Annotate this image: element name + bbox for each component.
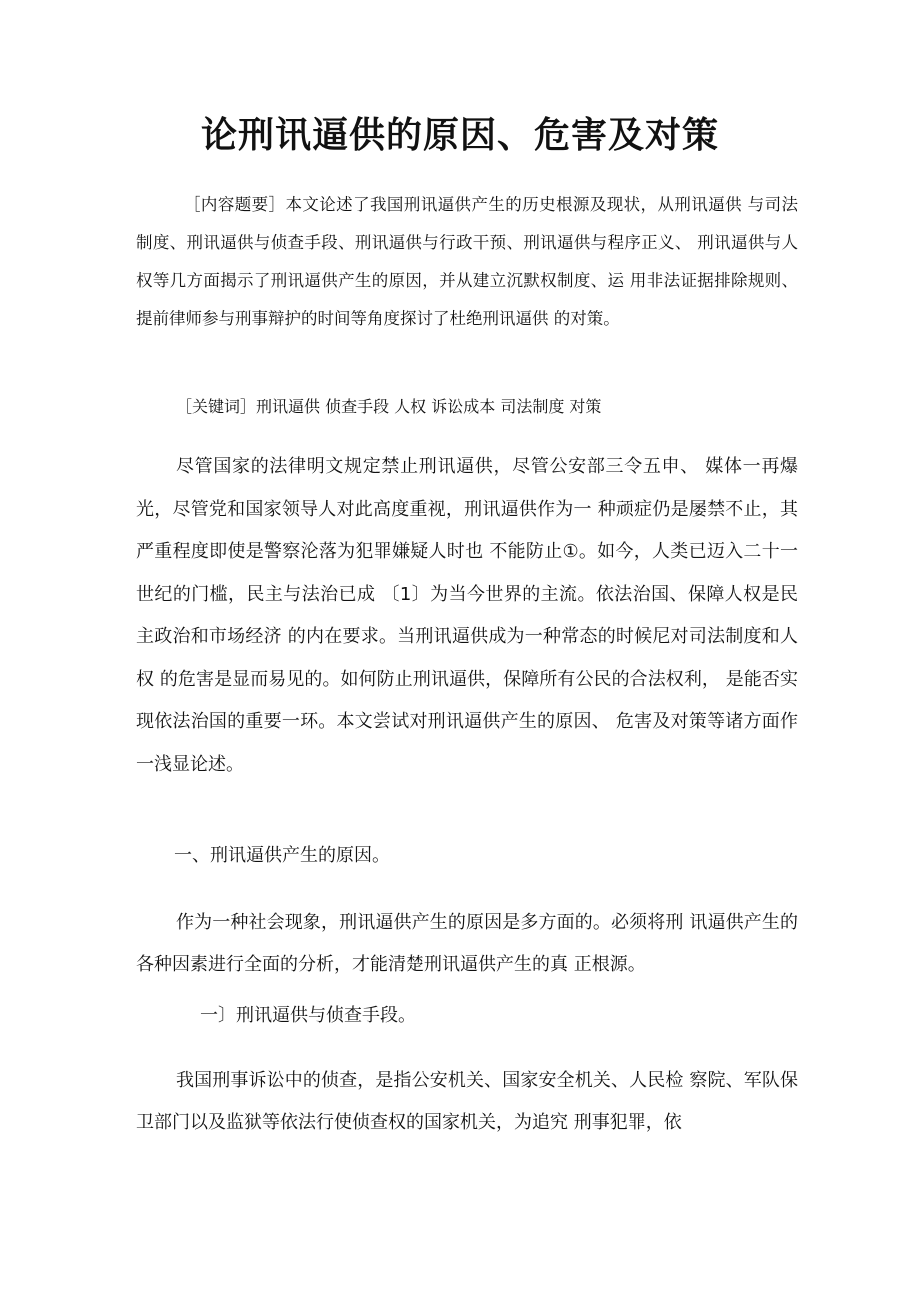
- document-title: 论刑讯逼供的原因、危害及对策: [200, 114, 719, 157]
- subsection-heading-1: 一〕刑讯逼供与侦查手段。: [200, 1005, 416, 1026]
- abstract-paragraph: ［内容题要］本文论述了我国刑讯逼供产生的历史根源及现状，从刑讯逼供 与司法制度、刑讯逼供与侦查手段、刑讯逼供与行政干预、刑讯逼供与程序正义、 刑讯逼供与人权等几方面揭示了刑讯逼供产生的原因，并从建立沉默权制度、运 用非法证据排除规则、提前律师参与刑事辩护的时间等角度探讨了杜绝刑讯逼供 的对策。: [136, 195, 798, 328]
- keywords-line: ［关键词］刑讯逼供 侦查手段 人权 诉讼成本 司法制度 对策: [176, 397, 602, 416]
- body-paragraph-3: 我国刑事诉讼中的侦查，是指公安机关、国家安全机关、人民检 察院、军队保卫部门以及监狱等依法行使侦查权的国家机关，为追究 刑事犯罪，依: [136, 1070, 798, 1133]
- body-paragraph-2: 作为一种社会现象，刑讯逼供产生的原因是多方面的。必须将刑 讯逼供产生的各种因素进行全面的分析，才能清楚刑讯逼供产生的真 正根源。: [136, 912, 798, 975]
- body-paragraph-1: 尽管国家的法律明文规定禁止刑讯逼供，尽管公安部三令五申、 媒体一再爆光，尽管党和国家领导人对此高度重视，刑讯逼供作为一 种顽症仍是屡禁不止，其严重程度即使是警察沦落为犯罪嫌疑人时也 不能防止①。如今，人类已迈入二十一世纪的门槛，民主与法治已成 〔1〕为当今世界的主流。依法治国、保障人权是民主政治和市场经济 的内在要求。当刑讯逼供成为一种常态的时候尼对司法制度和人权 的危害是显而易见的。如何防止刑讯逼供，保障所有公民的合法权利， 是能否实现依法治国的重要一环。本文尝试对刑讯逼供产生的原因、 危害及对策等诸方面作一浅显论述。: [136, 456, 798, 775]
- section-heading-1: 一、刑讯逼供产生的原因。: [174, 845, 390, 866]
